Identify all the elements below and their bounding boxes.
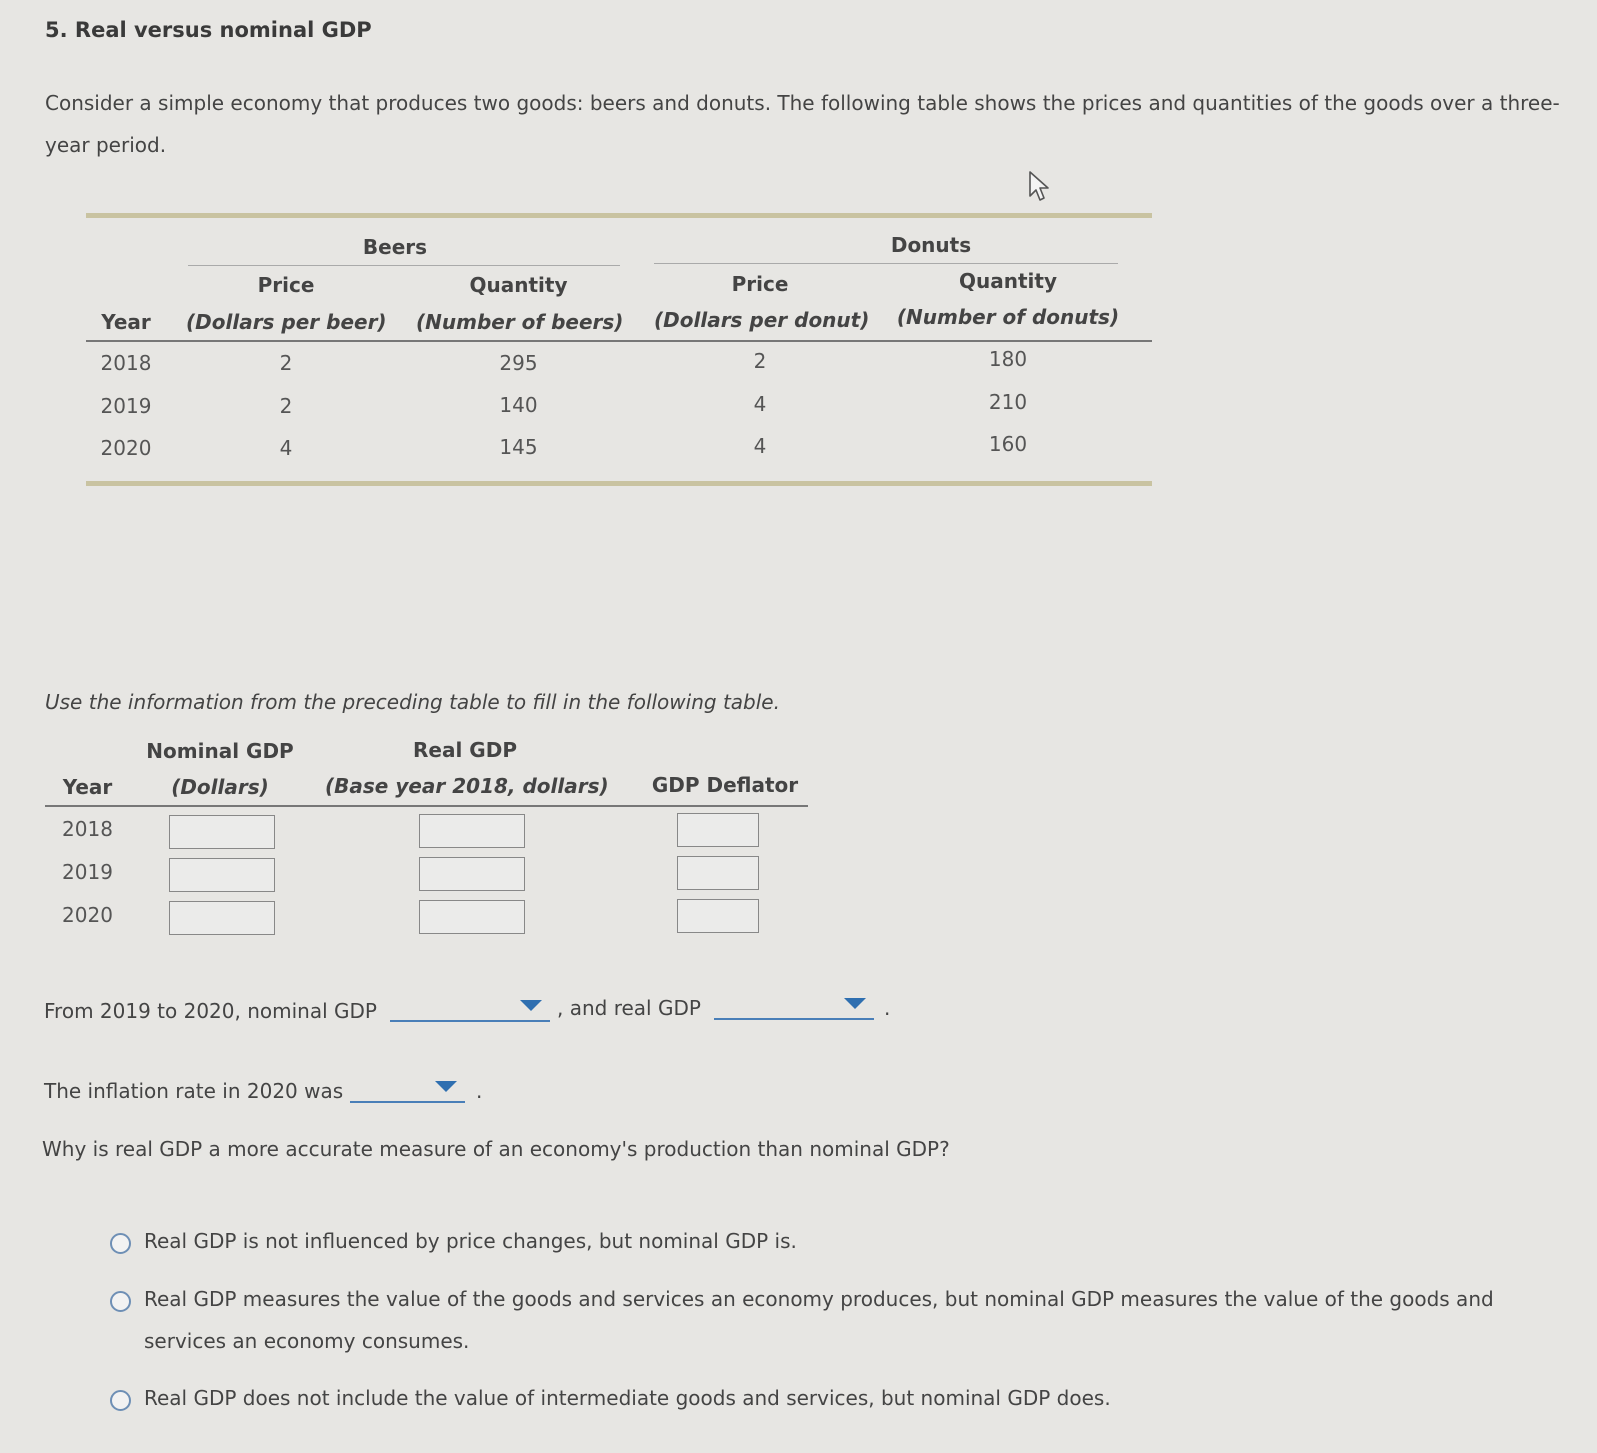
row-2018-beer-price: 2 <box>279 351 293 375</box>
option-3-label[interactable]: Real GDP does not include the value of intermediate goods and services, but nominal GDP does. <box>144 1386 1111 1410</box>
gdp-entry-table <box>45 735 810 945</box>
row-2018-donut-price: 2 <box>753 349 767 373</box>
beer-quantity-unit: (Number of beers) <box>416 310 624 334</box>
real-gdp-2019-input[interactable] <box>419 857 525 891</box>
intro-text: Consider a simple economy that produces two goods: beers and donuts. The following table shows the prices and quantities of the goods over a three-year period. <box>45 91 1560 157</box>
beer-price-unit: (Dollars per beer) <box>186 310 387 334</box>
row-2018-year: 2018 <box>100 351 152 375</box>
inflation-rate-dropdown[interactable] <box>350 1075 465 1103</box>
option-1-radio[interactable] <box>110 1233 131 1254</box>
chevron-down-icon <box>844 998 866 1009</box>
year-header-2: Year <box>62 775 113 799</box>
row-2018-beer-quantity: 295 <box>499 351 538 375</box>
donut-price-header: Price <box>731 272 789 296</box>
donuts-group-header: Donuts <box>890 233 972 257</box>
nominal-gdp-sentence-prefix: From 2019 to 2020, nominal GDP <box>44 999 377 1023</box>
gdp-deflator-header: GDP Deflator <box>651 773 799 797</box>
gdp-deflator-2018-input[interactable] <box>677 813 759 847</box>
gdp-deflator-2019-input[interactable] <box>677 856 759 890</box>
option-1-label[interactable]: Real GDP is not influenced by price changes, but nominal GDP is. <box>144 1229 797 1253</box>
real-gdp-unit: (Base year 2018, dollars) <box>325 774 609 798</box>
inflation-sentence-prefix: The inflation rate in 2020 was <box>44 1079 344 1103</box>
prices-quantities-table <box>86 213 1152 487</box>
option-2-label[interactable]: Real GDP measures the value of the goods and services an economy produces, but nominal GDP measures the value of the goods and services an economy consumes. <box>144 1287 1494 1353</box>
entry-year-2019: 2019 <box>62 860 113 884</box>
row-2019-donut-price: 4 <box>753 392 767 416</box>
sentence2-period: . <box>476 1079 483 1103</box>
real-gdp-2020-input[interactable] <box>419 900 525 934</box>
row-2018-donut-quantity: 180 <box>988 347 1028 371</box>
beer-price-header: Price <box>257 273 315 297</box>
donut-quantity-header: Quantity <box>959 269 1057 293</box>
chevron-down-icon <box>520 1000 542 1011</box>
row-2020-donut-quantity: 160 <box>988 432 1028 456</box>
real-gdp-question: Why is real GDP a more accurate measure of an economy's production than nominal GDP? <box>42 1137 950 1161</box>
real-gdp-change-dropdown[interactable] <box>714 992 874 1020</box>
sentence1-period: . <box>884 996 891 1020</box>
row-2019-donut-quantity: 210 <box>988 390 1028 414</box>
instruction-text: Use the information from the preceding table to fill in the following table. <box>45 690 780 714</box>
option-2-radio[interactable] <box>110 1291 131 1312</box>
entry-year-2020: 2020 <box>62 903 113 927</box>
nominal-gdp-header: Nominal GDP <box>146 739 294 763</box>
beer-quantity-header: Quantity <box>469 273 568 297</box>
entry-year-2018: 2018 <box>62 817 113 841</box>
row-2020-beer-price: 4 <box>279 436 293 460</box>
nominal-gdp-2019-input[interactable] <box>169 858 275 892</box>
row-2019-beer-price: 2 <box>279 394 293 418</box>
row-2020-year: 2020 <box>100 436 152 460</box>
nominal-gdp-2020-input[interactable] <box>169 901 275 935</box>
nominal-gdp-unit: (Dollars) <box>171 775 269 799</box>
nominal-gdp-change-dropdown[interactable] <box>390 994 550 1022</box>
mouse-cursor-icon <box>1028 170 1052 202</box>
real-gdp-2018-input[interactable] <box>419 814 525 848</box>
donut-quantity-unit: (Number of donuts) <box>896 305 1120 329</box>
nominal-gdp-2018-input[interactable] <box>169 815 275 849</box>
beers-group-header: Beers <box>362 235 428 259</box>
donut-price-unit: (Dollars per donut) <box>654 308 870 332</box>
row-2020-donut-price: 4 <box>753 434 767 458</box>
chevron-down-icon <box>435 1081 457 1092</box>
year-header: Year <box>101 310 151 334</box>
real-gdp-sentence-middle: , and real GDP <box>557 996 701 1020</box>
row-2019-beer-quantity: 140 <box>499 393 538 417</box>
row-2020-beer-quantity: 145 <box>499 435 538 459</box>
real-gdp-header: Real GDP <box>413 738 517 762</box>
gdp-deflator-2020-input[interactable] <box>677 899 759 933</box>
question-title: 5. Real versus nominal GDP <box>45 18 372 42</box>
row-2019-year: 2019 <box>100 394 152 418</box>
option-3-radio[interactable] <box>110 1390 131 1411</box>
